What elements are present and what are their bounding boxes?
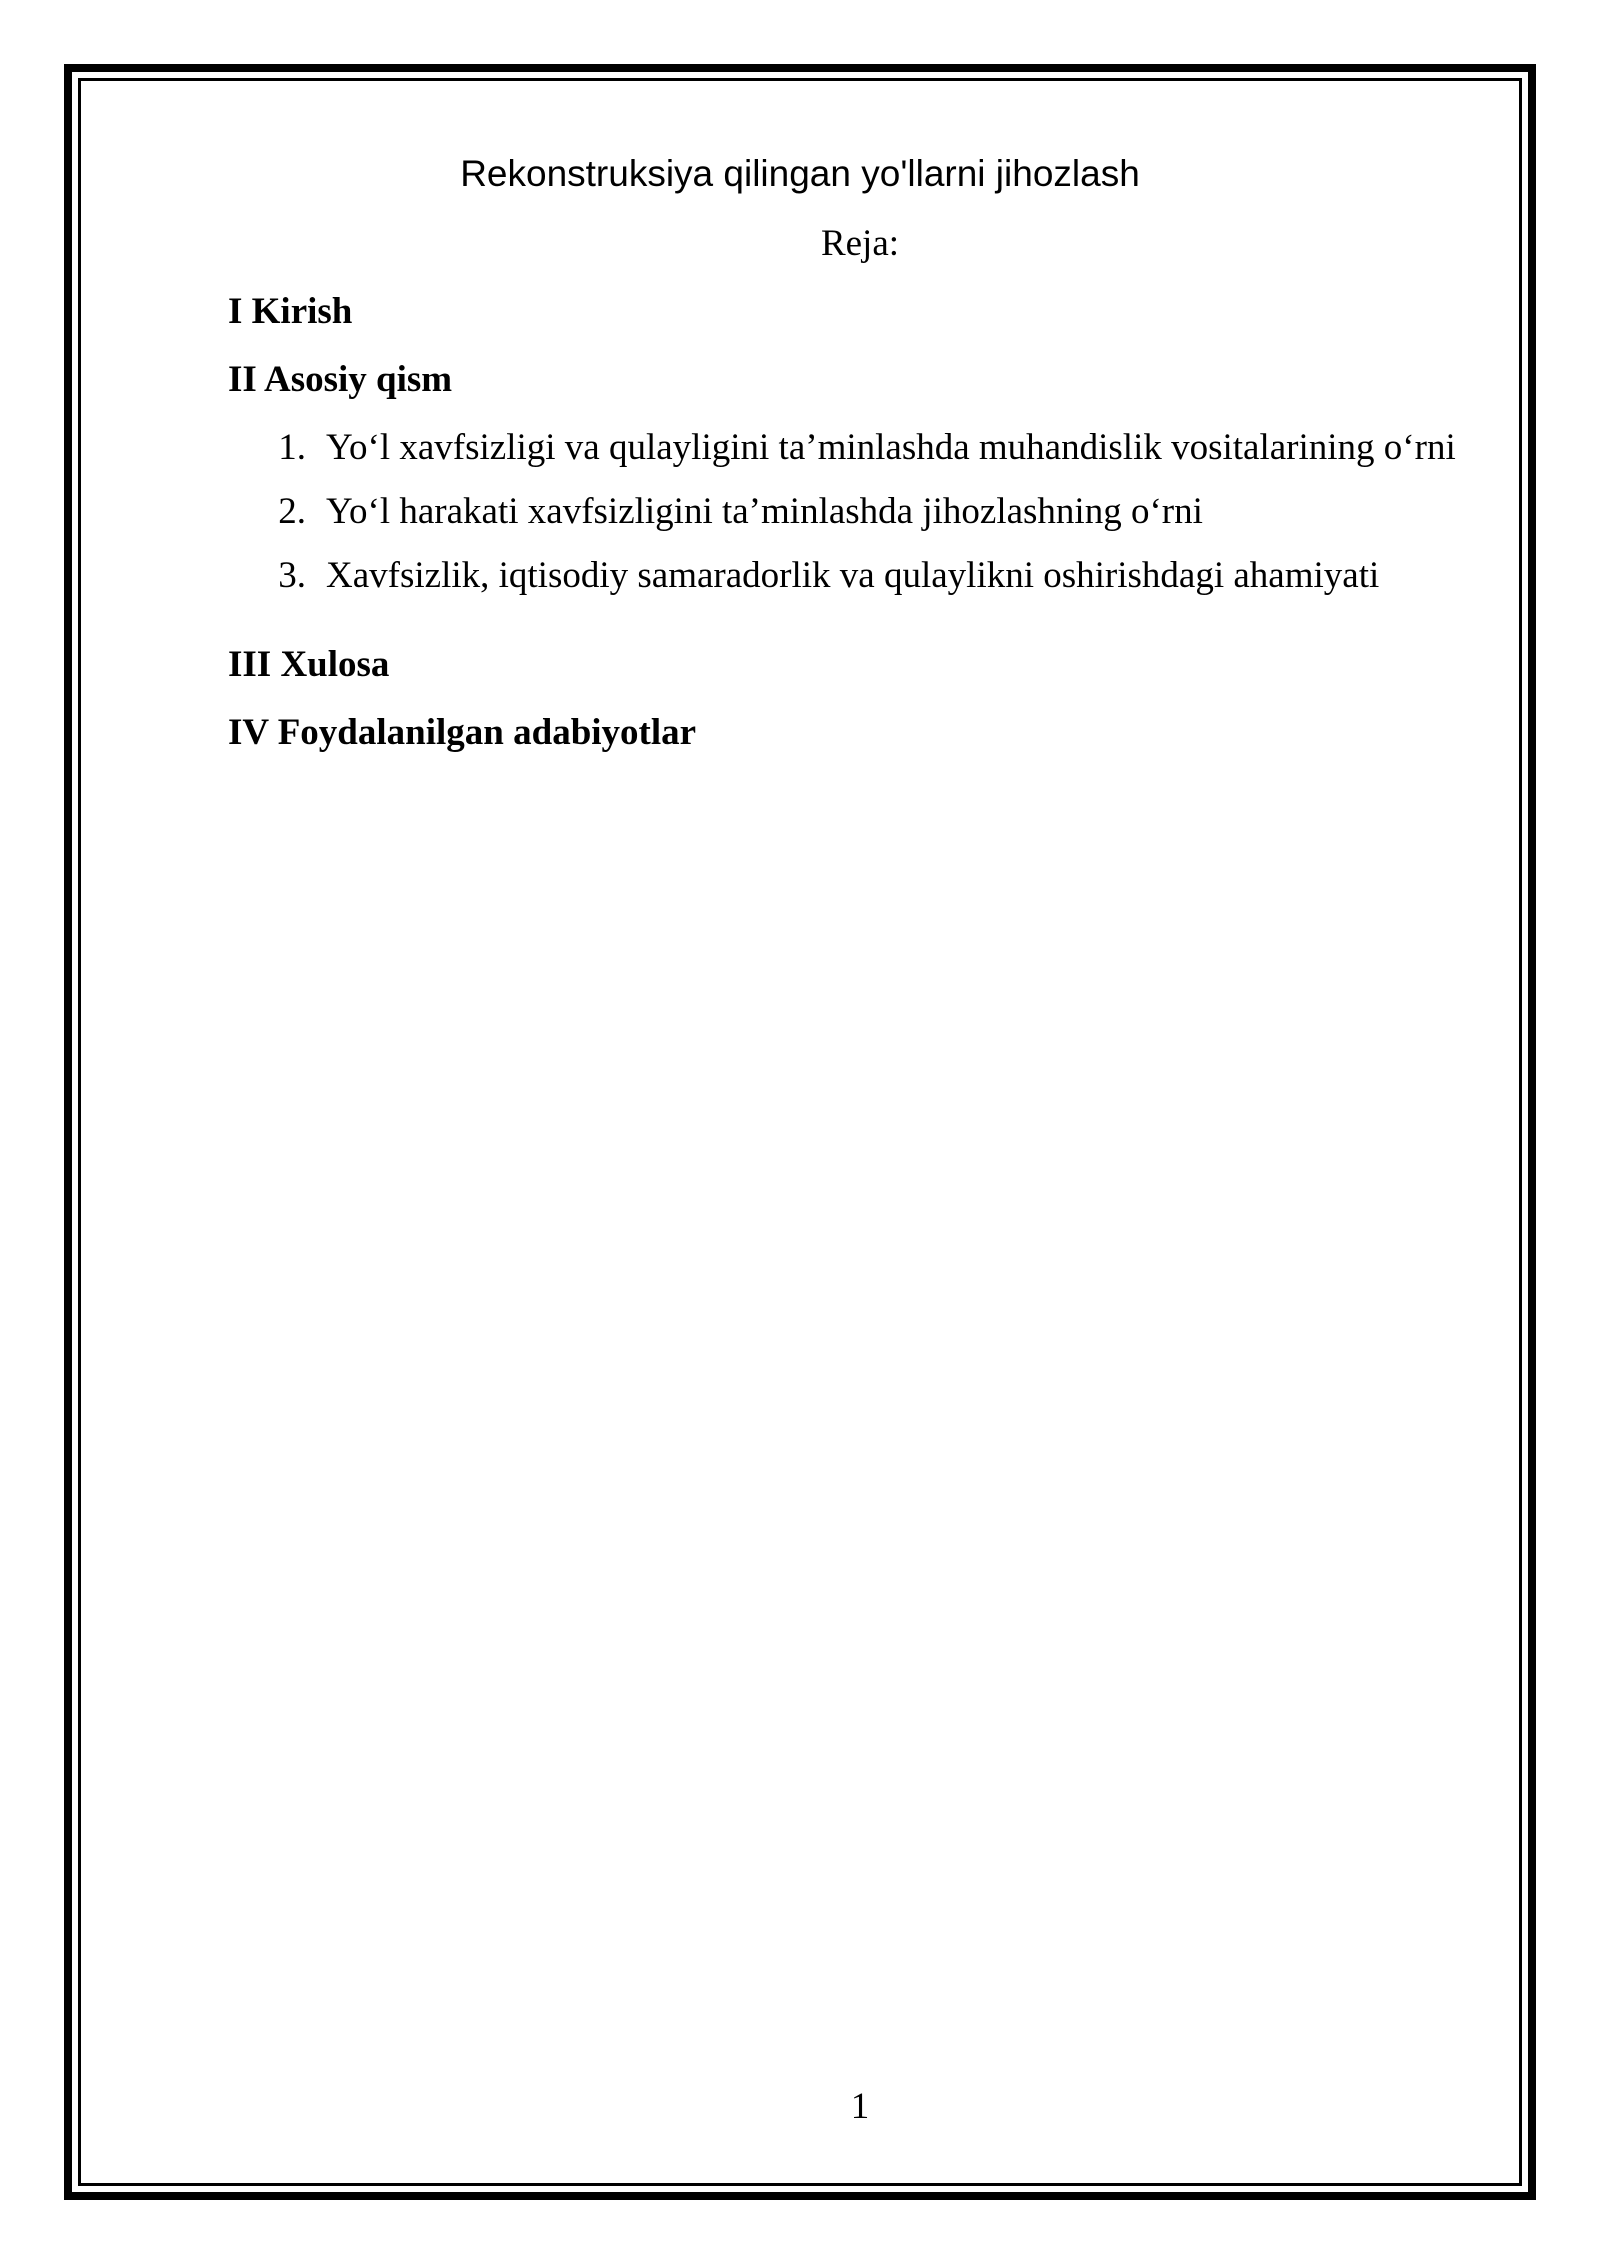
list-item-text: Xavfsizlik, iqtisodiy samaradorlik va qulaylikni oshirishdagi ahamiyati [326, 555, 1380, 596]
list-item-text: Yo‘l xavfsizligi va qulayligini ta’minlashda muhandislik vositalarining o‘rni [326, 427, 1456, 468]
page-number: 1 [850, 2086, 870, 2127]
list-item-text: Yo‘l harakati xavfsizligini ta’minlashda jihozlashning o‘rni [326, 491, 1203, 532]
document-title: Rekonstruksiya qilingan yo'llarni jihozlash [460, 153, 1140, 194]
section-introduction: I Kirish [228, 291, 353, 332]
list-item-number: 3. [278, 555, 306, 596]
section-conclusion: III Xulosa [228, 644, 390, 685]
plan-heading: Reja: [820, 223, 900, 264]
section-main-part: II Asosiy qism [228, 359, 453, 400]
list-item-number: 1. [278, 427, 306, 468]
list-item-number: 2. [278, 491, 306, 532]
section-references: IV Foydalanilgan adabiyotlar [228, 712, 697, 753]
